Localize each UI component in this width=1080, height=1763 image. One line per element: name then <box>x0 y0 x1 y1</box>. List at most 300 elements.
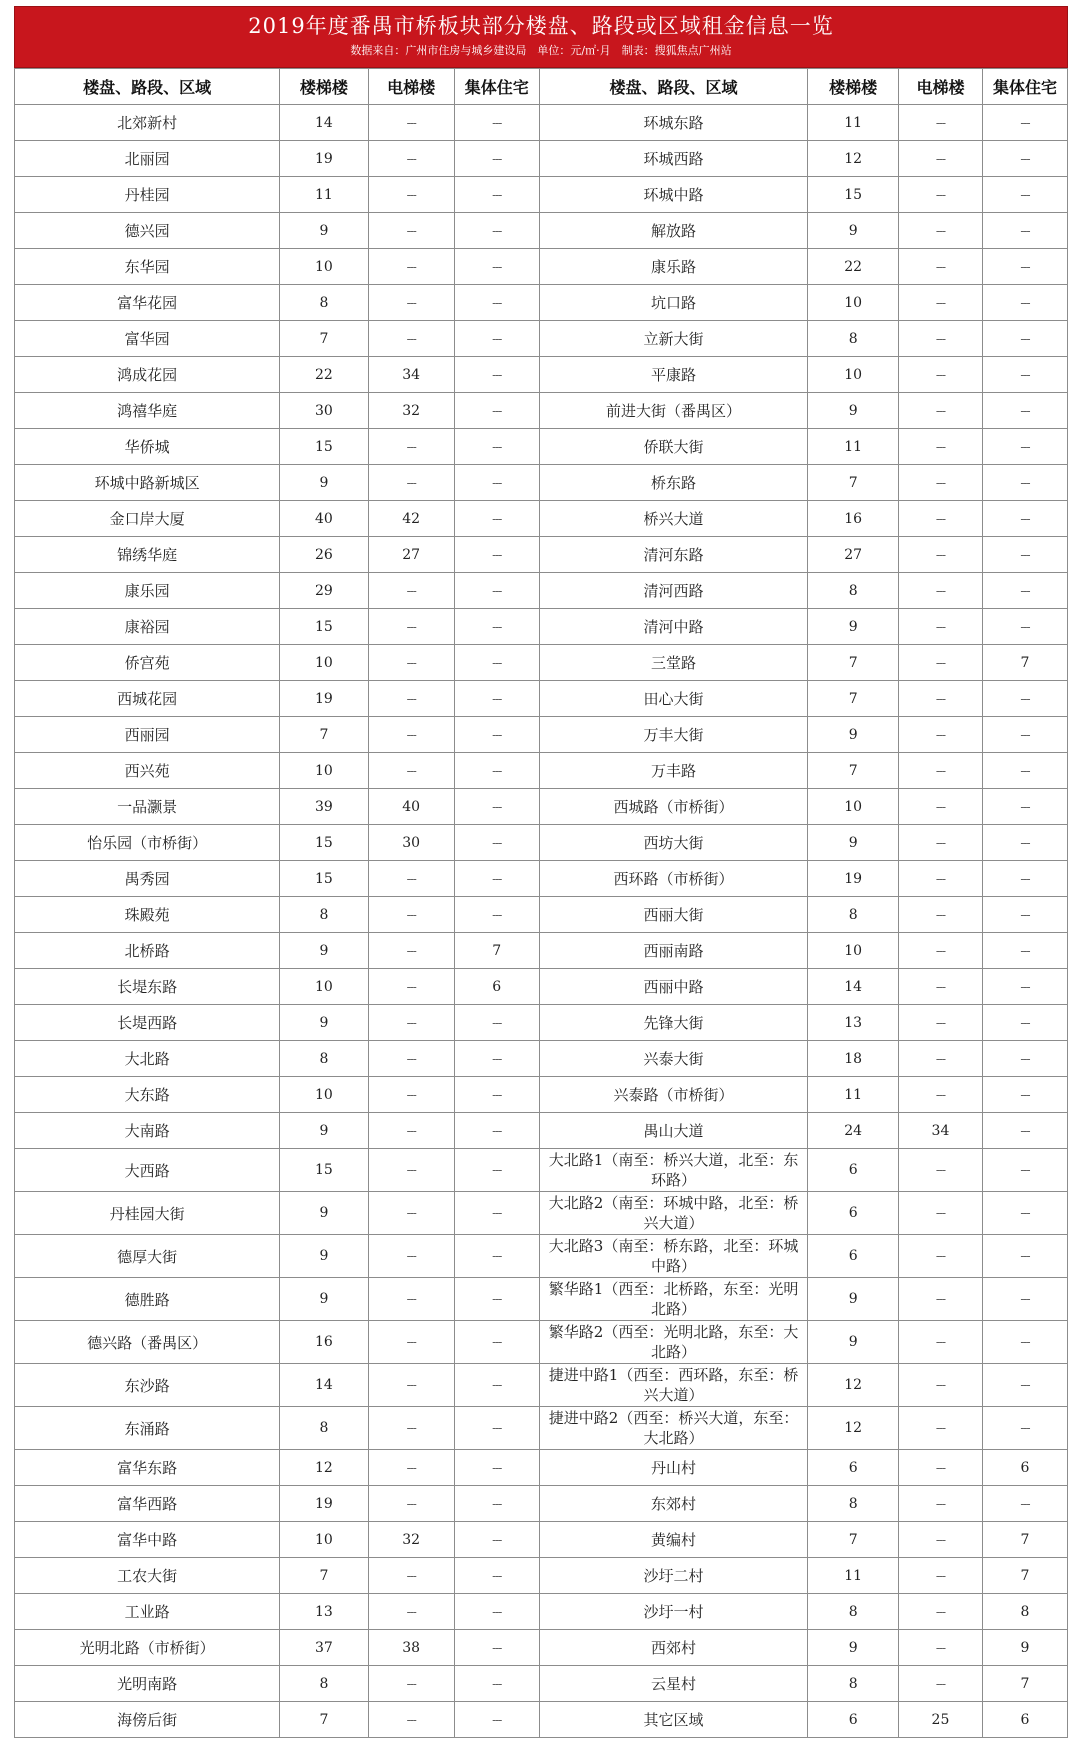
table-row <box>15 789 1068 825</box>
cell-location: 环城东路 <box>539 105 808 141</box>
cell-rent: 13 <box>280 1594 368 1630</box>
table-row <box>15 177 1068 213</box>
cell-rent: --- <box>982 393 1067 429</box>
cell-location: 坑口路 <box>539 285 808 321</box>
cell-location: 云星村 <box>539 1666 808 1702</box>
cell-location: 德厚大街 <box>15 1235 280 1278</box>
cell-rent: 19 <box>280 681 368 717</box>
cell-rent: --- <box>982 1113 1067 1149</box>
cell-rent: --- <box>368 1005 454 1041</box>
table-row <box>15 717 1068 753</box>
cell-rent: 15 <box>280 609 368 645</box>
cell-rent: 11 <box>280 177 368 213</box>
cell-location: 富华中路 <box>15 1522 280 1558</box>
cell-rent: --- <box>454 1041 539 1077</box>
cell-rent: 9 <box>982 1630 1067 1666</box>
cell-rent: --- <box>454 213 539 249</box>
cell-rent: --- <box>898 249 982 285</box>
cell-rent: --- <box>898 753 982 789</box>
cell-rent: --- <box>454 1407 539 1450</box>
cell-location: 西丽南路 <box>539 933 808 969</box>
cell-rent: --- <box>368 321 454 357</box>
cell-location: 繁华路1（西至：北桥路，东至：光明北路） <box>539 1278 808 1321</box>
cell-rent: 6 <box>808 1149 899 1192</box>
cell-location: 丹桂园 <box>15 177 280 213</box>
cell-rent: --- <box>368 1321 454 1364</box>
cell-rent: --- <box>898 213 982 249</box>
cell-rent: --- <box>454 285 539 321</box>
cell-location: 东华园 <box>15 249 280 285</box>
cell-rent: --- <box>898 1278 982 1321</box>
cell-rent: --- <box>454 1666 539 1702</box>
cell-rent: 9 <box>808 393 899 429</box>
cell-location: 西坊大街 <box>539 825 808 861</box>
table-row <box>15 321 1068 357</box>
cell-rent: --- <box>898 465 982 501</box>
cell-rent: --- <box>368 717 454 753</box>
cell-rent: --- <box>898 1450 982 1486</box>
cell-rent: 22 <box>808 249 899 285</box>
cell-rent: --- <box>454 1522 539 1558</box>
col-header: 楼盘、路段、区域 <box>539 69 808 105</box>
table-row <box>15 969 1068 1005</box>
cell-rent: --- <box>898 717 982 753</box>
cell-rent: --- <box>982 501 1067 537</box>
cell-rent: --- <box>368 1041 454 1077</box>
cell-rent: 9 <box>280 1005 368 1041</box>
cell-location: 富华东路 <box>15 1450 280 1486</box>
cell-rent: 30 <box>280 393 368 429</box>
cell-location: 康裕园 <box>15 609 280 645</box>
cell-location: 光明北路（市桥街） <box>15 1630 280 1666</box>
cell-rent: 15 <box>280 429 368 465</box>
cell-rent: --- <box>368 573 454 609</box>
cell-location: 西环路（市桥街） <box>539 861 808 897</box>
title-banner <box>14 6 1068 68</box>
cell-rent: --- <box>368 1192 454 1235</box>
cell-location: 德兴路（番禺区） <box>15 1321 280 1364</box>
cell-location: 大东路 <box>15 1077 280 1113</box>
cell-location: 环城西路 <box>539 141 808 177</box>
cell-rent: 11 <box>808 1077 899 1113</box>
cell-rent: --- <box>454 753 539 789</box>
cell-rent: --- <box>368 285 454 321</box>
cell-rent: --- <box>454 1594 539 1630</box>
cell-location: 德胜路 <box>15 1278 280 1321</box>
cell-rent: --- <box>898 429 982 465</box>
cell-rent: --- <box>982 681 1067 717</box>
cell-location: 西丽园 <box>15 717 280 753</box>
cell-rent: 7 <box>982 1666 1067 1702</box>
cell-rent: --- <box>982 1321 1067 1364</box>
cell-location: 环城中路新城区 <box>15 465 280 501</box>
cell-rent: --- <box>982 1364 1067 1407</box>
cell-rent: --- <box>982 1486 1067 1522</box>
cell-rent: --- <box>982 825 1067 861</box>
cell-rent: 15 <box>280 825 368 861</box>
cell-rent: 6 <box>982 1702 1067 1738</box>
cell-location: 鸿禧华庭 <box>15 393 280 429</box>
cell-rent: 25 <box>898 1702 982 1738</box>
cell-location: 沙圩一村 <box>539 1594 808 1630</box>
cell-rent: --- <box>368 1450 454 1486</box>
cell-location: 三堂路 <box>539 645 808 681</box>
cell-location: 东涌路 <box>15 1407 280 1450</box>
cell-rent: --- <box>898 897 982 933</box>
cell-rent: --- <box>454 1149 539 1192</box>
cell-rent: --- <box>454 897 539 933</box>
cell-rent: --- <box>982 141 1067 177</box>
cell-location: 桥东路 <box>539 465 808 501</box>
cell-rent: 8 <box>808 1594 899 1630</box>
cell-location: 大北路2（南至：环城中路，北至：桥兴大道） <box>539 1192 808 1235</box>
cell-location: 万丰路 <box>539 753 808 789</box>
col-header: 集体住宅 <box>982 69 1067 105</box>
cell-rent: 7 <box>982 1522 1067 1558</box>
cell-rent: --- <box>898 1407 982 1450</box>
cell-location: 清河东路 <box>539 537 808 573</box>
cell-rent: 27 <box>368 537 454 573</box>
cell-rent: 24 <box>808 1113 899 1149</box>
cell-rent: --- <box>368 213 454 249</box>
cell-rent: --- <box>454 1321 539 1364</box>
cell-location: 侨联大街 <box>539 429 808 465</box>
cell-rent: 7 <box>808 681 899 717</box>
cell-rent: --- <box>898 1594 982 1630</box>
cell-rent: --- <box>454 609 539 645</box>
cell-rent: --- <box>454 537 539 573</box>
cell-rent: 9 <box>280 933 368 969</box>
cell-rent: 10 <box>280 249 368 285</box>
cell-rent: --- <box>454 681 539 717</box>
col-header: 电梯楼 <box>368 69 454 105</box>
cell-location: 金口岸大厦 <box>15 501 280 537</box>
cell-rent: --- <box>368 1235 454 1278</box>
cell-location: 捷进中路1（西至：西环路，东至：桥兴大道） <box>539 1364 808 1407</box>
cell-rent: --- <box>898 969 982 1005</box>
cell-location: 工农大街 <box>15 1558 280 1594</box>
cell-rent: --- <box>368 1666 454 1702</box>
cell-rent: 6 <box>454 969 539 1005</box>
cell-rent: --- <box>898 1041 982 1077</box>
cell-rent: --- <box>898 537 982 573</box>
cell-rent: --- <box>454 1364 539 1407</box>
cell-rent: 7 <box>982 645 1067 681</box>
cell-location: 黄编村 <box>539 1522 808 1558</box>
cell-location: 富华花园 <box>15 285 280 321</box>
cell-rent: 9 <box>280 465 368 501</box>
cell-rent: --- <box>982 429 1067 465</box>
cell-rent: --- <box>982 717 1067 753</box>
cell-rent: 18 <box>808 1041 899 1077</box>
cell-rent: --- <box>454 1702 539 1738</box>
cell-location: 华侨城 <box>15 429 280 465</box>
cell-rent: --- <box>898 1321 982 1364</box>
cell-rent: --- <box>454 321 539 357</box>
cell-location: 德兴园 <box>15 213 280 249</box>
table-row <box>15 1113 1068 1149</box>
cell-location: 西郊村 <box>539 1630 808 1666</box>
cell-rent: --- <box>898 1364 982 1407</box>
cell-rent: --- <box>898 933 982 969</box>
cell-rent: 9 <box>808 717 899 753</box>
cell-rent: 9 <box>808 1321 899 1364</box>
rent-table <box>14 68 1068 1738</box>
table-row <box>15 1041 1068 1077</box>
cell-location: 东郊村 <box>539 1486 808 1522</box>
cell-rent: --- <box>454 1005 539 1041</box>
cell-rent: --- <box>368 1278 454 1321</box>
cell-rent: --- <box>454 429 539 465</box>
cell-rent: --- <box>898 1192 982 1235</box>
cell-rent: 30 <box>368 825 454 861</box>
cell-rent: 8 <box>808 321 899 357</box>
cell-rent: 6 <box>808 1450 899 1486</box>
table-row <box>15 1077 1068 1113</box>
cell-location: 一品灏景 <box>15 789 280 825</box>
cell-location: 富华园 <box>15 321 280 357</box>
cell-rent: --- <box>898 681 982 717</box>
table-row <box>15 1522 1068 1558</box>
cell-rent: 10 <box>280 969 368 1005</box>
cell-rent: --- <box>898 105 982 141</box>
cell-rent: 16 <box>808 501 899 537</box>
cell-rent: --- <box>368 861 454 897</box>
table-row <box>15 609 1068 645</box>
cell-rent: 10 <box>280 753 368 789</box>
cell-rent: --- <box>982 753 1067 789</box>
cell-location: 西丽大街 <box>539 897 808 933</box>
table-row <box>15 213 1068 249</box>
cell-rent: --- <box>454 717 539 753</box>
cell-rent: 6 <box>982 1450 1067 1486</box>
page-subtitle: 数据来自：广州市住房与城乡建设局 单位：元/㎡·月 制表：搜狐焦点广州站 <box>350 44 732 57</box>
cell-rent: --- <box>898 789 982 825</box>
cell-rent: --- <box>982 249 1067 285</box>
cell-rent: --- <box>898 861 982 897</box>
cell-location: 鸿成花园 <box>15 357 280 393</box>
col-header: 集体住宅 <box>454 69 539 105</box>
cell-rent: 6 <box>808 1235 899 1278</box>
cell-rent: --- <box>368 177 454 213</box>
cell-rent: 8 <box>808 897 899 933</box>
cell-rent: 19 <box>280 141 368 177</box>
cell-rent: --- <box>368 1702 454 1738</box>
cell-rent: 15 <box>280 1149 368 1192</box>
cell-rent: --- <box>368 1364 454 1407</box>
cell-rent: --- <box>454 1450 539 1486</box>
cell-rent: --- <box>982 1149 1067 1192</box>
cell-location: 大北路 <box>15 1041 280 1077</box>
page-title: 2019年度番禺市桥板块部分楼盘、路段或区域租金信息一览 <box>248 14 834 38</box>
cell-rent: 7 <box>808 753 899 789</box>
table-row <box>15 897 1068 933</box>
cell-rent: --- <box>368 465 454 501</box>
cell-rent: --- <box>898 1522 982 1558</box>
cell-rent: 16 <box>280 1321 368 1364</box>
col-header: 楼盘、路段、区域 <box>15 69 280 105</box>
cell-location: 大北路1（南至：桥兴大道，北至：东环路） <box>539 1149 808 1192</box>
cell-location: 清河中路 <box>539 609 808 645</box>
table-row <box>15 1235 1068 1278</box>
cell-rent: --- <box>898 393 982 429</box>
cell-location: 富华西路 <box>15 1486 280 1522</box>
cell-rent: 9 <box>808 825 899 861</box>
cell-rent: 9 <box>808 1278 899 1321</box>
cell-rent: --- <box>454 1278 539 1321</box>
cell-rent: --- <box>982 1407 1067 1450</box>
cell-location: 其它区域 <box>539 1702 808 1738</box>
cell-rent: --- <box>454 465 539 501</box>
cell-location: 大西路 <box>15 1149 280 1192</box>
cell-location: 清河西路 <box>539 573 808 609</box>
cell-rent: --- <box>454 141 539 177</box>
cell-rent: --- <box>898 285 982 321</box>
table-row <box>15 681 1068 717</box>
cell-rent: 12 <box>808 1364 899 1407</box>
table-row <box>15 501 1068 537</box>
cell-rent: --- <box>982 1077 1067 1113</box>
cell-rent: 7 <box>280 321 368 357</box>
cell-rent: --- <box>898 573 982 609</box>
cell-location: 大北路3（南至：桥东路，北至：环城中路） <box>539 1235 808 1278</box>
table-body <box>15 105 1068 1738</box>
cell-location: 大南路 <box>15 1113 280 1149</box>
cell-location: 前进大街（番禺区） <box>539 393 808 429</box>
cell-rent: --- <box>982 789 1067 825</box>
cell-rent: --- <box>982 321 1067 357</box>
cell-rent: --- <box>982 573 1067 609</box>
cell-rent: --- <box>982 285 1067 321</box>
cell-location: 兴泰大街 <box>539 1041 808 1077</box>
cell-location: 沙圩二村 <box>539 1558 808 1594</box>
cell-rent: --- <box>368 645 454 681</box>
cell-rent: 15 <box>808 177 899 213</box>
table-row <box>15 393 1068 429</box>
cell-location: 禺山大道 <box>539 1113 808 1149</box>
cell-rent: 14 <box>808 969 899 1005</box>
cell-rent: 19 <box>280 1486 368 1522</box>
cell-rent: 14 <box>280 105 368 141</box>
cell-rent: --- <box>898 1005 982 1041</box>
cell-rent: 14 <box>280 1364 368 1407</box>
cell-rent: --- <box>454 393 539 429</box>
cell-rent: 8 <box>280 897 368 933</box>
cell-rent: 38 <box>368 1630 454 1666</box>
cell-rent: --- <box>368 429 454 465</box>
cell-rent: --- <box>982 1041 1067 1077</box>
cell-rent: 7 <box>280 717 368 753</box>
cell-rent: 8 <box>280 285 368 321</box>
cell-rent: 7 <box>808 645 899 681</box>
cell-rent: 7 <box>808 465 899 501</box>
cell-rent: 8 <box>280 1666 368 1702</box>
cell-rent: --- <box>982 105 1067 141</box>
cell-rent: --- <box>898 501 982 537</box>
table-row <box>15 1702 1068 1738</box>
cell-rent: 13 <box>808 1005 899 1041</box>
cell-rent: 8 <box>808 1666 899 1702</box>
cell-rent: --- <box>898 1149 982 1192</box>
cell-rent: --- <box>368 897 454 933</box>
table-row <box>15 645 1068 681</box>
cell-rent: 7 <box>982 1558 1067 1594</box>
cell-rent: --- <box>368 1558 454 1594</box>
cell-rent: 34 <box>368 357 454 393</box>
cell-rent: --- <box>898 321 982 357</box>
col-header: 电梯楼 <box>898 69 982 105</box>
cell-location: 光明南路 <box>15 1666 280 1702</box>
cell-rent: --- <box>454 861 539 897</box>
cell-rent: 29 <box>280 573 368 609</box>
table-row <box>15 573 1068 609</box>
cell-rent: 19 <box>808 861 899 897</box>
cell-rent: --- <box>454 1077 539 1113</box>
cell-location: 西丽中路 <box>539 969 808 1005</box>
cell-rent: 37 <box>280 1630 368 1666</box>
cell-location: 海傍后街 <box>15 1702 280 1738</box>
table-row <box>15 1594 1068 1630</box>
table-row <box>15 1666 1068 1702</box>
cell-rent: 10 <box>808 357 899 393</box>
cell-rent: 9 <box>280 1192 368 1235</box>
cell-location: 西兴苑 <box>15 753 280 789</box>
cell-rent: 7 <box>280 1702 368 1738</box>
cell-rent: --- <box>454 1486 539 1522</box>
table-row <box>15 105 1068 141</box>
cell-rent: --- <box>982 213 1067 249</box>
cell-rent: --- <box>982 1235 1067 1278</box>
cell-location: 田心大街 <box>539 681 808 717</box>
cell-rent: --- <box>454 177 539 213</box>
cell-rent: 8 <box>280 1041 368 1077</box>
col-header: 楼梯楼 <box>808 69 899 105</box>
cell-rent: 8 <box>280 1407 368 1450</box>
cell-location: 解放路 <box>539 213 808 249</box>
cell-rent: --- <box>898 1666 982 1702</box>
cell-rent: --- <box>982 861 1067 897</box>
cell-rent: --- <box>368 1407 454 1450</box>
cell-rent: 8 <box>808 1486 899 1522</box>
cell-rent: 10 <box>280 645 368 681</box>
cell-rent: --- <box>898 177 982 213</box>
cell-rent: 7 <box>280 1558 368 1594</box>
cell-rent: 12 <box>808 141 899 177</box>
cell-location: 捷进中路2（西至：桥兴大道，东至：大北路） <box>539 1407 808 1450</box>
cell-rent: --- <box>368 141 454 177</box>
cell-rent: 11 <box>808 105 899 141</box>
cell-rent: 6 <box>808 1192 899 1235</box>
cell-location: 康乐园 <box>15 573 280 609</box>
col-header: 楼梯楼 <box>280 69 368 105</box>
cell-rent: 9 <box>280 1235 368 1278</box>
cell-rent: --- <box>368 249 454 285</box>
table-row <box>15 429 1068 465</box>
cell-rent: --- <box>898 609 982 645</box>
cell-rent: --- <box>454 1113 539 1149</box>
cell-rent: --- <box>368 1077 454 1113</box>
table-row <box>15 1630 1068 1666</box>
cell-rent: --- <box>454 1558 539 1594</box>
cell-location: 北桥路 <box>15 933 280 969</box>
table-row <box>15 861 1068 897</box>
cell-location: 平康路 <box>539 357 808 393</box>
cell-location: 锦绣华庭 <box>15 537 280 573</box>
cell-rent: --- <box>454 1235 539 1278</box>
cell-rent: 34 <box>898 1113 982 1149</box>
cell-rent: 12 <box>808 1407 899 1450</box>
cell-rent: --- <box>454 573 539 609</box>
